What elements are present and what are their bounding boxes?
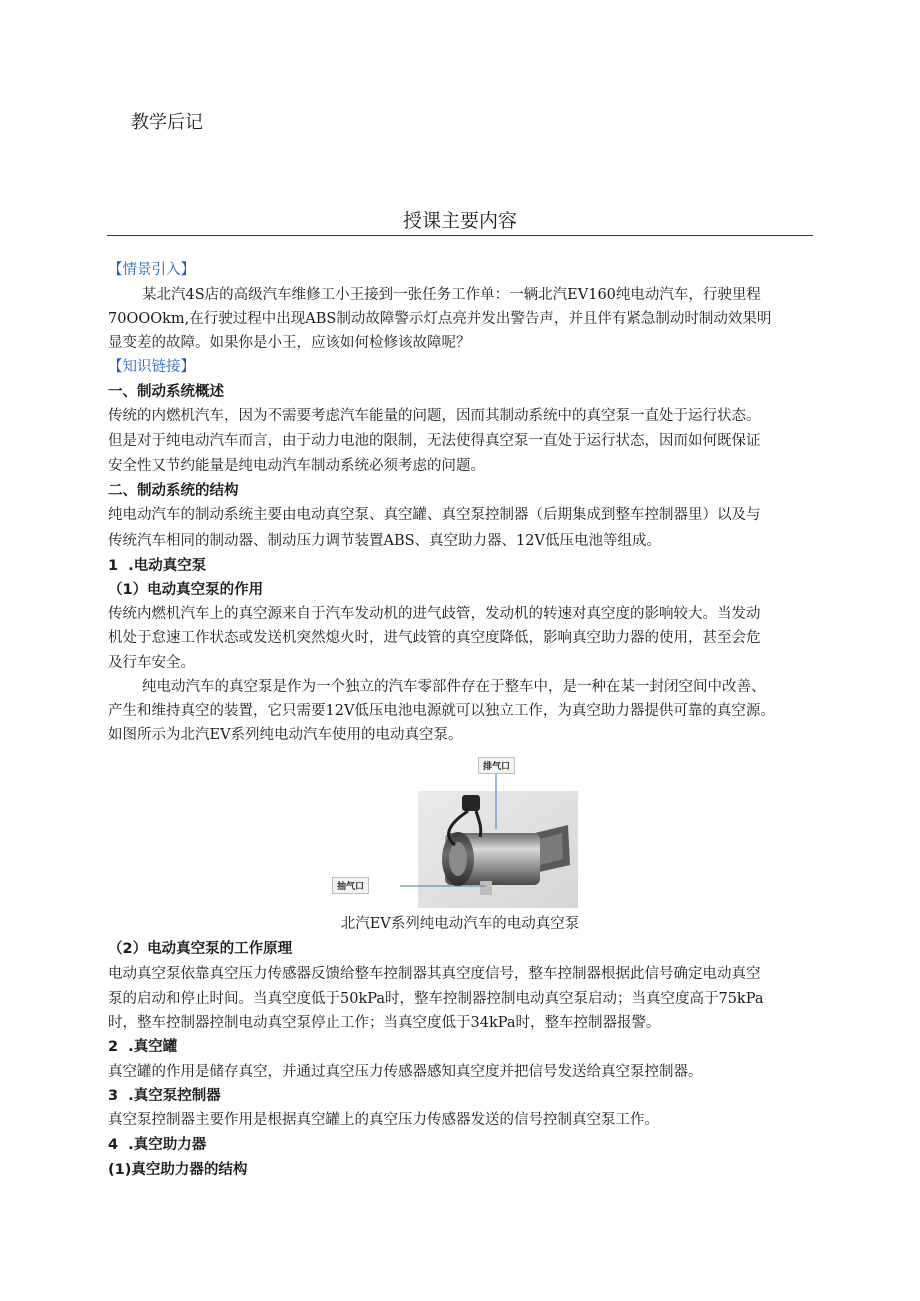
section-heading-structure: 二、制动系统的结构: [108, 483, 239, 499]
paragraph-line: 真空罐的作用是储存真空，并通过真空压力传感器感知真空度并把信号发送给真空泵控制器。: [108, 1064, 703, 1080]
paragraph-line: 时，整车控制器控制电动真空泵停止工作；当真空度低于34kPa时，整车控制器报警。: [108, 1015, 661, 1031]
header-note: 教学后记: [131, 112, 203, 133]
paragraph-line: 传统汽车相同的制动器、制动压力调节装置ABS、真空助力器、12V低压电池等组成。: [108, 533, 661, 549]
paragraph-line: 纯电动汽车的真空泵是作为一个独立的汽车零部件存在于整车中，是一种在某一封闭空间中改善、: [142, 679, 766, 695]
section-title: 授课主要内容: [402, 210, 517, 232]
paragraph-line: 安全性又节约能量是纯电动汽车制动系统必须考虑的问题。: [108, 458, 485, 474]
paragraph-line: 机处于怠速工作状态或发送机突然熄火时，进气歧管的真空度降低，影响真空助力器的使用，甚至会危: [108, 630, 761, 646]
title-divider: [107, 235, 813, 236]
subheading-booster: 4 .真空助力器: [108, 1137, 207, 1153]
subheading-booster-structure: (1)真空助力器的结构: [108, 1162, 248, 1178]
paragraph-line: 传统内燃机汽车上的真空源来自于汽车发动机的进气歧管，发动机的转速对真空度的影响较大。当发动: [108, 606, 761, 622]
paragraph-line: 电动真空泵依靠真空压力传感器反馈给整车控制器其真空度信号，整车控制器根据此信号确定电动真空: [108, 966, 761, 982]
intro-tag: 【情景引入】: [108, 262, 195, 278]
subheading-vacuum-tank: 2 .真空罐: [108, 1039, 178, 1055]
paragraph-line: 纯电动汽车的制动系统主要由电动真空泵、真空罐、真空泵控制器（后期集成到整车控制器里）以及与: [108, 507, 761, 523]
subheading-vacuum-pump: 1 .电动真空泵: [108, 558, 207, 574]
section-heading-overview: 一、制动系统概述: [108, 384, 224, 400]
subheading-pump-function: （1）电动真空泵的作用: [108, 582, 264, 598]
intro-line: 70OOOkm,在行驶过程中出现ABS制动故障警示灯点亮并发出警告声，并且伴有紧急制动时制动效果明: [108, 311, 772, 327]
intro-line: 显变差的故障。如果你是小王，应该如何检修该故障呢？: [108, 335, 471, 351]
subheading-pump-controller: 3 .真空泵控制器: [108, 1088, 221, 1104]
intro-line: 某北汽4S店的高级汽车维修工小王接到一张任务工作单：一辆北汽EV160纯电动汽车，行驶里程: [142, 287, 761, 303]
paragraph-line: 产生和维持真空的装置，它只需要12V低压电池电源就可以独立工作，为真空助力器提供可靠的真空源。: [108, 703, 775, 719]
vacuum-pump-figure: [330, 753, 590, 908]
paragraph-line: 及行车安全。: [108, 655, 195, 671]
paragraph-line: 真空泵控制器主要作用是根据真空罐上的真空压力传感器发送的信号控制真空泵工作。: [108, 1112, 659, 1128]
knowledge-tag: 【知识链接】: [108, 359, 195, 375]
paragraph-line: 传统的内燃机汽车，因为不需要考虑汽车能量的问题，因而其制动系统中的真空泵一直处于运行状态。: [108, 408, 761, 424]
suction-port-label: 抽气口: [332, 877, 369, 894]
paragraph-line: 如图所示为北汽EV系列纯电动汽车使用的电动真空泵。: [108, 727, 463, 743]
figure-caption: 北汽EV系列纯电动汽车的电动真空泵: [340, 916, 580, 932]
paragraph-line: 泵的启动和停止时间。当真空度低于50kPa时，整车控制器控制电动真空泵启动；当真空度高于75kPa: [108, 991, 764, 1007]
exhaust-port-label: 排气口: [478, 757, 515, 774]
paragraph-line: 但是对于纯电动汽车而言，由于动力电池的限制，无法使得真空泵一直处于运行状态，因而如何既保证: [108, 433, 761, 449]
subheading-pump-principle: （2）电动真空泵的工作原理: [108, 941, 293, 957]
